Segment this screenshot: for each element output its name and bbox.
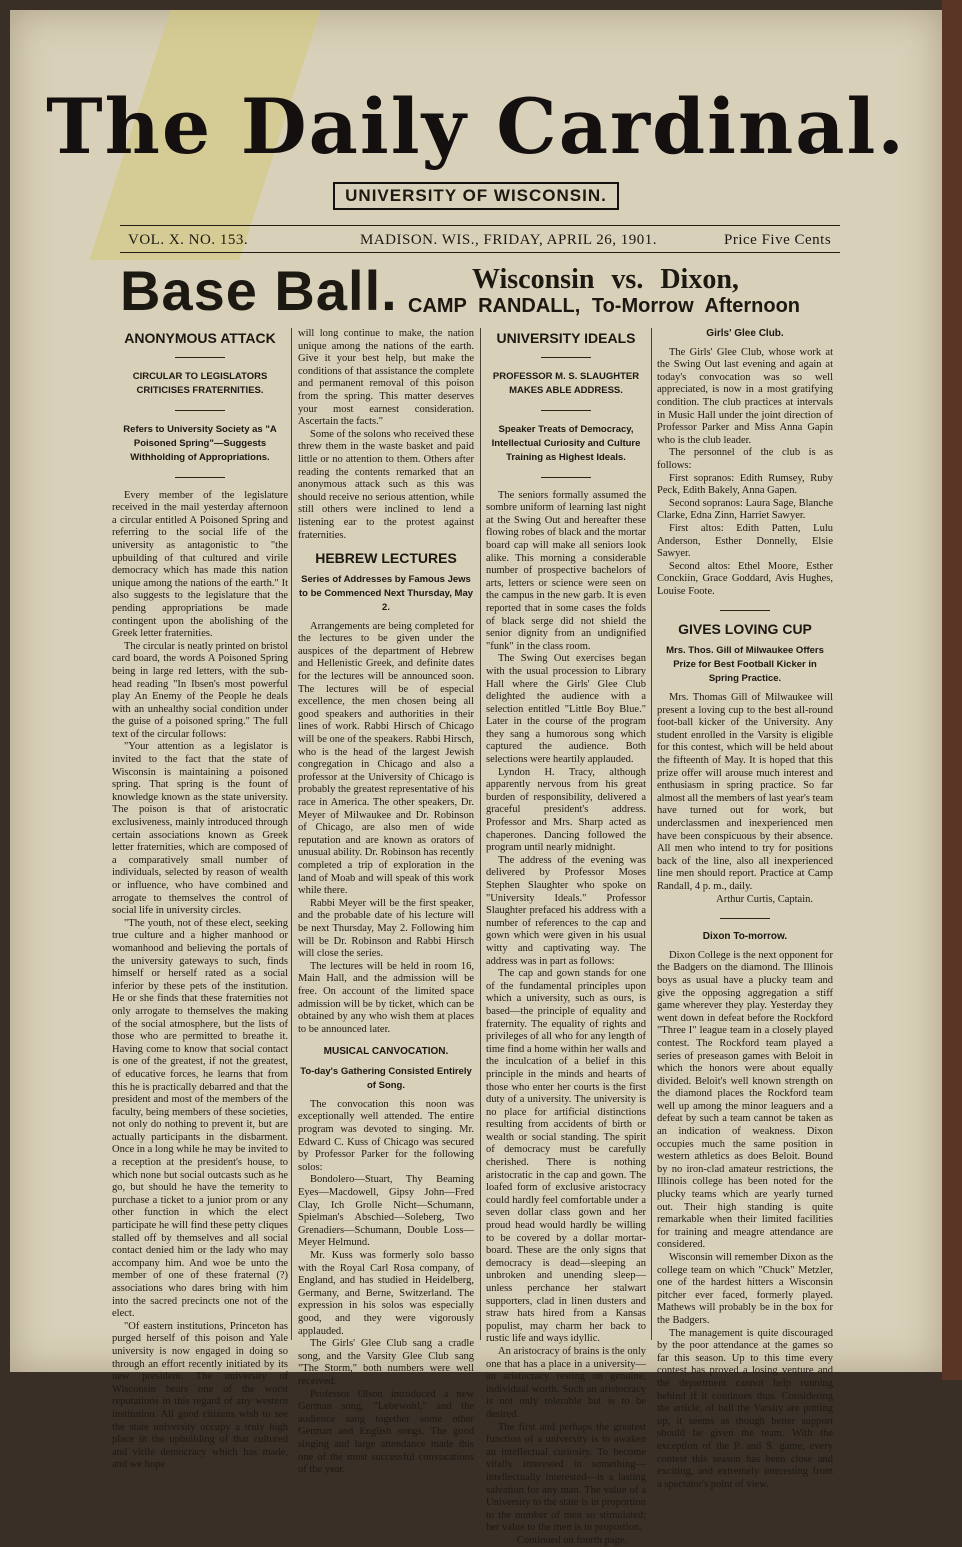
paragraph: Dixon College is the next opponent for the Badgers on the diamond. The Illinois boys as usual have a plucky team and give the opposing aggregation a stiff game wherever they play. Yesterday they went down in defeat before the Rockford "Three I" league team in a closely played contest. The Rockford team played a series of preseason games with Beloit in which the honors were about equally divided. Beloit's well known strength on the diamond places the Rockford team well up among the minor leaguers and a defeat by such a team cannot be taken as an indication of weakness. Dixon occupies much the same position in western athletics as does Beloit. Bound by no iron-clad amateur restrictions, the Illinois college has been noted for the plucky teams which are yearly turned out. Their high standing is quite remarkable when their limited facilities for training and meagre attendance are considered. (657, 949, 833, 1251)
paragraph: Second altos: Ethel Moore, Esther Conckiin, Grace Goddard, Avis Hughes, Louise Foote. (657, 560, 833, 597)
price: Price Five Cents (724, 232, 832, 248)
newspaper-page (10, 10, 942, 1546)
banner-location: CAMP RANDALL, To-Morrow Afternoon (408, 295, 801, 317)
volume-number: VOL. X. NO. 153. (128, 232, 249, 248)
headline-gives-loving-cup: GIVES LOVING CUP (678, 621, 812, 638)
short-rule (541, 410, 591, 411)
university-banner: UNIVERSITY OF WISCONSIN. (333, 182, 619, 210)
top-rule (120, 225, 840, 226)
paragraph: "The youth, not of these elect, seeking true culture and a higher manhood or womanhood and believing the portals of the university gateways to such, finds himself or herself rated as a social inferior by these pets of the institution. He or she finds that these fraternities not only arrogate to themselves the making of the social atmosphere, but the lists of those who are permitted to breathe it. Having come to know that social contact is one of the greatest, if not the greatest, of educative forces, he learns that from this he is practically debarred and that the president and most of the members of the faculty, being members of these societies, not only do nothing to prevent it, but are actually participants in the disbarment. Once in a long while he may be invited to a reception at the president's house, to which none but social outcasts such as he go, but should he have the temerity to purchase a ticket to a junior prom or any other function in which the elect participate he will find these petty cliques stalled off by themselves and all social contact denied him or the lady who may accompany him. And woe be unto the member of one of these fraternal (?) associations who dares bring with him into the sacred precincts one not of the elect. (112, 917, 288, 1320)
short-rule (175, 357, 225, 358)
paragraph: Some of the solons who received these threw them in the waste basket and paid little or no attention to them. Others after reading the contents remarked that an anonymous attack such as this was should receive no serious attention, while still others were inclined to lend a listening ear to the protest against fraternities. (298, 428, 474, 541)
paragraph: The first and perhaps the greatest function of a university is to awaken an intellectual curiosity. To become vitally interested in something—intellectually interested—is a lasting salvation for any man. The value of a University to the state is in proportion to the number of men so stimulated; her value to the men is in proportion. (486, 1421, 646, 1534)
column-loving-cup (657, 328, 833, 1490)
continued-note: Continued on fourth page. (516, 1534, 628, 1546)
short-rule (720, 918, 770, 919)
subhead: PROFESSOR M. S. SLAUGHTER MAKES ABLE ADDRESS. (492, 370, 640, 396)
headline-girls-glee-club: Girls' Glee Club. (706, 328, 784, 339)
paragraph: The personnel of the club is as follows: (657, 447, 833, 471)
subhead: Series of Addresses by Famous Jews to be Commenced Next Thursday, May 2. (298, 573, 474, 613)
paragraph: The cap and gown stands for one of the fundamental principles upon which a university, such as ours, is based—the principle of equality and fraternity. The equality of rights and privileges of all who for any length of time find a home within her walls and the inculcation of a belief in this principle in the minds and hearts of those who enter her courts is the first duty of a university. The university is no place for artificial distinctions resulting from accidents of birth or wealth or social standing. The spirit of democracy must be carefully cherished. There is nothing aristocratic in the cap and gown. The loafed form of exclusive aristocracy could hardly feel comfortable under a seven dollar class gown and her proud head would hardly be willing to be covered by a dollar mortar-board. These are the only signs that democracy is dead—sleeping an unbroken and unending sleep—unless perchance her stalwart supporters, clad in linen dusters and straw hats hired from a Kansas populist, may charm her back to rustic life and ways idyllic. (486, 968, 646, 1345)
subhead: CIRCULAR TO LEGISLATORS CRITICISES FRATERNITIES. (132, 370, 268, 396)
headline-anonymous-attack: ANONYMOUS ATTACK (124, 330, 276, 346)
headline-musical-canvocation: MUSICAL CANVOCATION. (323, 1046, 449, 1058)
short-rule (175, 410, 225, 411)
paragraph: Rabbi Meyer will be the first speaker, and the probable date of his lecture will be next Thursday, May 2. Following him will be Dr. Robinson and Rabbi Hirsch will close the series. (298, 897, 474, 960)
paragraph: Arrangements are being completed for the lectures to be given under the auspices of the department of Hebrew and Hellenistic Greek, and definite dates for the lectures will be announced soon. The lectures will be of especial excellence, the men chosen being all good speakers and authorities in their lines of work. Rabbi Hirsch of Chicago will be one of the speakers. Rabbi Hirsch, who is the head of the largest Jewish congregation in Chicago and also a professor at the University of Chicago is probably the greatest representative of his race in America. The other speakers, Dr. Meyer of Milwaukee and Dr. Robinson of Chicago, are also men of wide reputation and are known as orators of unusual ability. Dr. Robinson has recently completed a trip of exploration in the land of Moab and will speak of this work while there. (298, 620, 474, 897)
column-anonymous-attack (112, 328, 288, 1471)
paragraph: "Your attention as a legislator is invited to the fact that the state of Wisconsin is maintaining a poisoned spring. That spring is the fount of knowledge known as the state university. The poison is that of aristocratic exclusiveness, mainly introduced through certain associations known as Greek letter fraternities, which are composed of a comparatively small number of individuals, selected by reason of wealth or influence, who have combined and arrogate to themselves the control of social life in university circles. (112, 741, 288, 917)
paragraph: Wisconsin will remember Dixon as the college team on which "Chuck" Metzler, one of the hardest hitters a Wisconsin pitcher ever faced, formerly played. Mathews will probably be in the box for the Badgers. (657, 1252, 833, 1326)
short-rule (175, 477, 225, 478)
dateline-rule (120, 252, 840, 253)
issue-date: MADISON. WIS., FRIDAY, APRIL 26, 1901. (360, 232, 657, 248)
paragraph: The Girls' Glee Club sang a cradle song, and the Varsity Glee Club sang "The Storm," both numbers were well received. (298, 1338, 474, 1387)
book-spine (942, 0, 962, 1380)
subhead: Mrs. Thos. Gill of Milwaukee Offers Prize for Best Football Kicker in Spring Practice. (666, 645, 824, 685)
paragraph: The lectures will be held in room 16, Main Hall, and the admission will be free. On account of the limited space admission will be by ticket, which can be obtained by any who wish them at places to be announced later. (298, 960, 474, 1035)
short-rule (541, 477, 591, 478)
paragraph: The Swing Out exercises began with the usual procession to Library Hall where the Girls' Glee Club delighted the audience with a selection entitled "Little Boy Blue." Later in the course of the program they sang a humorous song which captured the audience. Both selections were heartily applauded. (486, 653, 646, 766)
short-rule (541, 357, 591, 358)
paragraph: The circular is neatly printed on bristol card board, the words A Poisoned Spring being in large red letters, with the sub-head reading "In Ibsen's most powerful play An Enemy of the People he deals with an unhealthy social condition under the guise of a poisoned spring." The full text of the circular follows: (112, 640, 288, 740)
paragraph: Bondolero—Stuart, Thy Beaming Eyes—Macdowell, Gipsy John—Fred Clay, Ich Grolle Nicht—Schumann, Spielman's Abschied—Soleberg, Two Grenadiers—Schumann, Double Loss—Meyer Helmund. (298, 1174, 474, 1249)
headline-university-ideals: UNIVERSITY IDEALS (496, 330, 636, 346)
column-divider-2 (480, 328, 481, 1340)
paragraph: Mrs. Thomas Gill of Milwaukee will present a loving cup to the best all-round foot-ball kicker of the University. Any student enrolled in the Varsity is eligible for this contest, which will be held about the fifteenth of May. It is hoped that this prize offer will arouse much interest and enthusiasm in spring practice. So far almost all the members of last year's team have turned out for work, but underclassmen and inexperienced men have been conspicuous by their absence. All men who intend to try for positions back of the line, also all inexperienced line men should report. Practice at Camp Randall, 4 p. m., daily. (657, 692, 833, 892)
column-hebrew-lectures (298, 328, 474, 1476)
paragraph: First sopranos: Edith Rumsey, Ruby Peck, Edith Bakely, Anna Gapen. (657, 472, 833, 497)
paragraph: Mr. Kuss was formerly solo basso with the Royal Carl Rosa company, of England, and has studied in Heidelberg, Germany, and Berne, Switzerland. The expression in his solos was especially good, and they were vigorously applauded. (298, 1250, 474, 1337)
subhead: Refers to University Society as "A Poisoned Spring"—Suggests Withholding of Appropriations. (123, 423, 277, 463)
headline-hebrew-lectures: HEBREW LECTURES (315, 550, 457, 567)
subhead: To-day's Gathering Consisted Entirely of Song. (300, 1065, 472, 1091)
banner-matchup: Wisconsin vs. Dixon, (472, 264, 739, 295)
paragraph: Second sopranos: Laura Sage, Blanche Clarke, Edna Zinn, Harriet Sawyer. (657, 497, 833, 522)
column-university-ideals (486, 328, 646, 1546)
paragraph: First altos: Edith Patten, Lulu Anderson, Esther Donnelly, Elsie Sawyer. (657, 522, 833, 560)
paragraph: The Girls' Glee Club, whose work at the Swing Out last evening and again at today's convocation was so well appreciated, is now in a most gratifying condition. The club practices at intervals in Music Hall under the joint direction of Professor Parker and Miss Anna Gapin who is the club leader. (657, 346, 833, 446)
paragraph: Lyndon H. Tracy, although apparently nervous from his great burden of responsibility, delivered a graceful president's address. Professor and Mrs. Sharp acted as chaperones. Dancing followed the program until nearly midnight. (486, 766, 646, 854)
paragraph: will long continue to make, the nation unique among the nations of the earth. Give it your best help, but make the conditions of that assistance the complete and permanent removal of this poison from the spring. This matter deserves your most earnest consideration. Ascertain the facts." (298, 328, 474, 428)
paragraph: The convocation this noon was exceptionally well attended. The entire program was devoted to singing. Mr. Edward C. Kuss of Chicago was secured by Professor Parker for the following solos: (298, 1098, 474, 1173)
paragraph: The management is quite discouraged by the poor attendance at the games so far this season. Up to this time every contest has proved a losing venture and the department cannot help running behind if it continues thus. Considering the article, of ball the Varsity are putting up, it seems as though better support should be given the team. With the exception of the P. and S. game, every contest this season has been close and exciting, and extremely interesting from a spectator's point of view. (657, 1327, 833, 1490)
paragraph: The seniors formally assumed the sombre uniform of learning last night at the Swing Out and hereafter these flowing robes of black and the mortar board cap will make all seniors look alike. This morning a considerable number of prospective bachelors of arts, letters or science were seen on the campus in the new garb. It is even reported that in some cases the folds of black serge did not shield the senior dignity from an undignified "funk" in the class room. (486, 489, 646, 652)
column-divider-1 (291, 328, 292, 1340)
subhead: Speaker Treats of Democracy, Intellectual Curiosity and Culture Training as Highest Ideals. (491, 423, 641, 463)
paragraph: Professor Olson introduced a new German song, "Lebewohl," and the audience sang together some other German and English songs. The good singing and large attendance made this one of the most successful convocations of the year. (298, 1388, 474, 1476)
paragraph: An aristocracy of brains is the only one that has a place in a university—an aristocracy resting on genuine, individual worth. Such an aristocracy is not only tolerable but is to be desired. (486, 1345, 646, 1420)
masthead-title: The Daily Cardinal. (46, 82, 906, 171)
paragraph: The address of the evening was delivered by Professor Moses Stephen Slaughter who spoke on "University Ideals." Professor Slaughter prefaced his address with a number of references to the cap and gown which were given in his usual witty and captivating way. The address was in part as follows: (486, 854, 646, 967)
column-divider-3 (651, 328, 652, 1340)
short-rule (720, 610, 770, 611)
signature: Arthur Curtis, Captain. (716, 893, 813, 905)
banner-baseball: Base Ball. (120, 259, 398, 322)
paragraph: "Of eastern institutions, Princeton has purged herself of this poison and Yale university is now engaged in doing so through an effort recently initiated by its new president. The university of Wisconsin bears one of the worst reputations in this regard of any western institution. All good citizens wish to see the state university occupy a truly high place in the upbuilding of that cultured and virile democracy which has made, and we hope (112, 1320, 288, 1471)
university-banner-wrap (10, 182, 942, 210)
paragraph: Every member of the legislature received in the mail yesterday afternoon a circular entitled A Poisoned Spring and referring to the social life of the university as antagonistic to "the upbuilding of that cultured and virile democracy which has made this nation unique among the nations of the earth." It also suggests to the legislature that the pending appropriations be made contingent upon the abolishing of the Greek letter fraternities. (112, 489, 288, 640)
headline-dixon-tomorrow: Dixon To-morrow. (702, 931, 788, 943)
